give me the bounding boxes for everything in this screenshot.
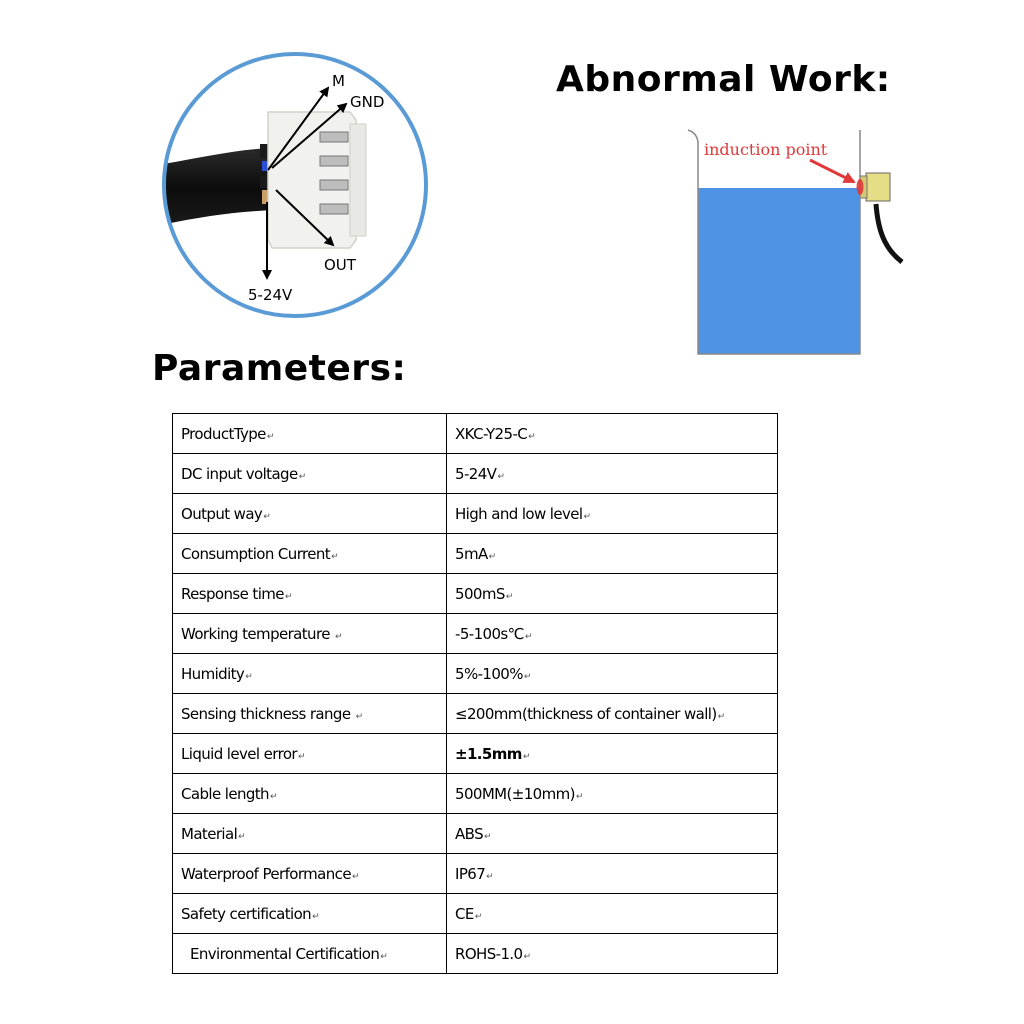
param-label: DC input voltage [181,464,298,483]
param-label: Cable length [181,784,269,803]
paragraph-mark-icon: ↵ [312,911,320,922]
paragraph-mark-icon: ↵ [298,471,306,482]
param-label-cell [173,934,447,974]
table-row [173,694,778,734]
param-label: Safety certification [181,904,312,923]
param-value-cell [447,934,778,974]
paragraph-mark-icon: ↵ [488,551,496,562]
paragraph-mark-icon: ↵ [583,511,591,522]
param-value: IP67 [455,864,486,883]
paragraph-mark-icon: ↵ [575,791,583,802]
paragraph-mark-icon: ↵ [269,791,277,802]
param-value: ±1.5mm [455,744,522,763]
paragraph-mark-icon: ↵ [484,831,491,842]
induction-point [857,179,864,195]
param-value-cell [447,614,778,654]
paragraph-mark-icon: ↵ [351,871,359,882]
param-label-cell [173,734,447,774]
sensor-body [866,173,890,201]
param-label: ProductType [181,424,266,443]
label-m: M [332,72,345,90]
table-row [173,814,778,854]
label-out: OUT [324,256,356,274]
paragraph-mark-icon: ↵ [528,431,536,442]
param-label-cell [173,854,447,894]
pin-2 [320,156,348,166]
param-label: Waterproof Performance [181,864,351,883]
table-row [173,534,778,574]
param-value-cell [447,414,778,454]
param-value-cell [447,894,778,934]
connector-photo [150,40,450,330]
param-label-cell [173,694,447,734]
param-value: ≤200mm(thickness of container wall) [455,704,717,723]
container-diagram [680,120,920,370]
label-vcc: 5-24V [248,286,293,304]
sensor-cable [876,204,902,262]
table-row [173,494,778,534]
param-value-cell [447,814,778,854]
param-label: Sensing thickness range [181,704,355,723]
param-label-cell [173,774,447,814]
table-row [173,854,778,894]
paragraph-mark-icon: ↵ [523,951,531,962]
param-value: CE [455,904,474,923]
param-value: 500mS [455,584,505,603]
param-label: Working temperature [181,624,335,643]
param-value-cell [447,454,778,494]
param-value: 5-24V [455,464,497,483]
induction-label: induction point [704,140,828,159]
paragraph-mark-icon: ↵ [355,711,363,722]
param-value-cell [447,534,778,574]
paragraph-mark-icon: ↵ [266,431,274,442]
paragraph-mark-icon: ↵ [717,711,725,722]
table-row [173,614,778,654]
param-value-cell [447,734,778,774]
param-value: High and low level [455,504,583,523]
param-value-cell [447,694,778,734]
param-label: Material [181,824,238,843]
param-label: Consumption Current [181,544,331,563]
param-label: Humidity [181,664,245,683]
param-label-cell [173,894,447,934]
paragraph-mark-icon: ↵ [524,631,532,642]
paragraph-mark-icon: ↵ [245,671,253,682]
abnormal-work-heading: Abnormal Work: [556,59,891,100]
paragraph-mark-icon: ↵ [522,751,530,762]
param-value: 5%-100% [455,664,523,683]
param-value: ABS [455,824,484,843]
pin-4 [320,204,348,214]
param-label: Liquid level error [181,744,297,763]
paragraph-mark-icon: ↵ [331,551,339,562]
paragraph-mark-icon: ↵ [284,591,292,602]
param-value: ROHS-1.0 [455,944,523,963]
param-label-cell [173,574,447,614]
table-row [173,934,778,974]
table-row [173,734,778,774]
table-row [173,414,778,454]
water-level [698,188,860,354]
parameters-heading: Parameters: [152,348,407,389]
param-value: -5-100s℃ [455,624,524,643]
param-label-cell [173,454,447,494]
paragraph-mark-icon: ↵ [523,671,531,682]
param-label: Output way [181,504,263,523]
param-value: 5mA [455,544,488,563]
pin-3 [320,180,348,190]
pin-1 [320,132,348,142]
paragraph-mark-icon: ↵ [238,831,246,842]
param-label-cell [173,814,447,854]
table-row [173,574,778,614]
param-label: Response time [181,584,284,603]
parameters-table [172,413,778,974]
paragraph-mark-icon: ↵ [497,471,505,482]
param-value: XKC-Y25-C [455,424,528,443]
param-value-cell [447,854,778,894]
param-value-cell [447,654,778,694]
paragraph-mark-icon: ↵ [505,591,513,602]
param-label-cell [173,654,447,694]
param-label-cell [173,494,447,534]
table-row [173,894,778,934]
param-label-cell [173,614,447,654]
table-row [173,654,778,694]
param-label-cell [173,534,447,574]
param-value: 500MM(±10mm) [455,784,575,803]
param-value-cell [447,774,778,814]
connector-wiring-diagram [150,40,450,330]
param-label-cell [173,414,447,454]
table-row [173,774,778,814]
param-value-cell [447,574,778,614]
label-gnd: GND [350,93,385,111]
param-value-cell [447,494,778,534]
paragraph-mark-icon: ↵ [474,911,482,922]
paragraph-mark-icon: ↵ [263,511,271,522]
paragraph-mark-icon: ↵ [486,871,494,882]
paragraph-mark-icon: ↵ [380,951,388,962]
param-label: Environmental Certification [190,944,380,963]
table-row [173,454,778,494]
paragraph-mark-icon: ↵ [297,751,305,762]
paragraph-mark-icon: ↵ [335,631,342,642]
induction-arrow [810,160,854,182]
